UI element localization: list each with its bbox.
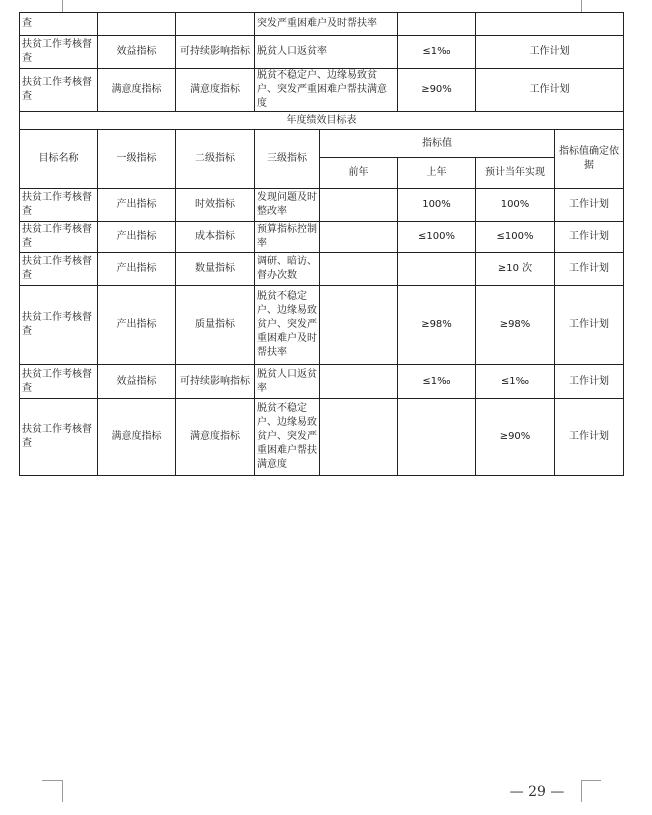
table-row <box>20 222 624 253</box>
level1-cell: 产出指标 <box>98 222 176 253</box>
header-indicator-value: 指标值 <box>320 130 555 158</box>
target-name-cell: 扶贫工作考核督查 <box>20 222 98 253</box>
last-year-cell: 100% <box>398 189 476 222</box>
prev-year-cell <box>320 189 398 222</box>
expected-cell: ≥98% <box>476 286 555 365</box>
table-row <box>20 286 624 365</box>
level3-cell: 发现问题及时整改率 <box>255 189 320 222</box>
level3-cell: 脱贫人口返贫率 <box>255 36 398 69</box>
prev-year-cell <box>320 365 398 399</box>
last-year-cell <box>398 399 476 476</box>
target-name-cell: 扶贫工作考核督查 <box>20 365 98 399</box>
prev-year-cell <box>320 253 398 286</box>
basis-cell: 工作计划 <box>555 286 624 365</box>
last-year-cell: ≥98% <box>398 286 476 365</box>
prev-year-cell <box>320 222 398 253</box>
level2-cell <box>176 13 255 36</box>
expected-cell: ≥90% <box>476 399 555 476</box>
corner-mark-top-left <box>62 0 63 12</box>
level2-cell: 时效指标 <box>176 189 255 222</box>
value-cell: ≥90% <box>398 69 476 112</box>
value-cell <box>398 13 476 36</box>
level1-cell: 满意度指标 <box>98 69 176 112</box>
header-basis: 指标值确定依据 <box>555 130 624 189</box>
table-row <box>20 189 624 222</box>
table-caption: 年度绩效目标表 <box>20 112 624 130</box>
expected-cell: ≤100% <box>476 222 555 253</box>
level2-cell: 可持续影响指标 <box>176 36 255 69</box>
target-name-cell: 扶贫工作考核督查 <box>20 189 98 222</box>
table-row <box>20 253 624 286</box>
basis-cell: 工作计划 <box>476 36 624 69</box>
level1-cell <box>98 13 176 36</box>
last-year-cell: ≤100% <box>398 222 476 253</box>
level1-cell: 产出指标 <box>98 253 176 286</box>
level1-cell: 产出指标 <box>98 286 176 365</box>
level3-cell: 脱贫不稳定户、边缘易致贫户、突发严重困难户帮扶满意度 <box>255 69 398 112</box>
corner-mark-top-right <box>581 0 582 12</box>
level3-cell: 预算指标控制率 <box>255 222 320 253</box>
corner-mark-bottom-left-v <box>62 780 63 802</box>
expected-cell: 100% <box>476 189 555 222</box>
level2-cell: 满意度指标 <box>176 399 255 476</box>
corner-mark-bottom-right-h <box>581 780 601 781</box>
header-target-name: 目标名称 <box>20 130 98 189</box>
level1-cell: 效益指标 <box>98 365 176 399</box>
header-last-year: 上年 <box>398 158 476 189</box>
level2-cell: 可持续影响指标 <box>176 365 255 399</box>
table-caption-row <box>20 112 624 130</box>
target-name-cell: 扶贫工作考核督查 <box>20 399 98 476</box>
level2-cell: 数量指标 <box>176 253 255 286</box>
performance-table <box>19 12 624 476</box>
header-expected: 预计当年实现 <box>476 158 555 189</box>
basis-cell: 工作计划 <box>476 69 624 112</box>
target-name-cell: 扶贫工作考核督查 <box>20 69 98 112</box>
prev-year-cell <box>320 286 398 365</box>
basis-cell: 工作计划 <box>555 222 624 253</box>
level3-cell: 脱贫不稳定户、边缘易致贫户、突发严重困难户帮扶满意度 <box>255 399 320 476</box>
header-level2: 二级指标 <box>176 130 255 189</box>
basis-cell: 工作计划 <box>555 365 624 399</box>
expected-cell: ≥10 次 <box>476 253 555 286</box>
target-name-cell: 扶贫工作考核督查 <box>20 36 98 69</box>
header-prev-year: 前年 <box>320 158 398 189</box>
target-name-cell: 扶贫工作考核督查 <box>20 253 98 286</box>
target-name-cell: 查 <box>20 13 98 36</box>
header-level1: 一级指标 <box>98 130 176 189</box>
prev-year-cell <box>320 399 398 476</box>
corner-mark-bottom-left-h <box>42 780 62 781</box>
last-year-cell: ≤1‰ <box>398 365 476 399</box>
expected-cell: ≤1‰ <box>476 365 555 399</box>
level1-cell: 满意度指标 <box>98 399 176 476</box>
level3-cell: 脱贫人口返贫率 <box>255 365 320 399</box>
level3-cell: 调研、暗访、督办次数 <box>255 253 320 286</box>
value-cell: ≤1‰ <box>398 36 476 69</box>
basis-cell: 工作计划 <box>555 253 624 286</box>
level1-cell: 产出指标 <box>98 189 176 222</box>
table-row <box>20 13 624 36</box>
last-year-cell <box>398 253 476 286</box>
corner-mark-bottom-right-v <box>581 780 582 802</box>
table-row <box>20 365 624 399</box>
level2-cell: 质量指标 <box>176 286 255 365</box>
table-row <box>20 399 624 476</box>
table-row <box>20 36 624 69</box>
header-row <box>20 130 624 158</box>
level3-cell: 突发严重困难户及时帮扶率 <box>255 13 398 36</box>
page-number: — 29 — <box>509 784 565 800</box>
level1-cell: 效益指标 <box>98 36 176 69</box>
basis-cell <box>476 13 624 36</box>
header-level3: 三级指标 <box>255 130 320 189</box>
target-name-cell: 扶贫工作考核督查 <box>20 286 98 365</box>
level2-cell: 成本指标 <box>176 222 255 253</box>
basis-cell: 工作计划 <box>555 189 624 222</box>
basis-cell: 工作计划 <box>555 399 624 476</box>
level2-cell: 满意度指标 <box>176 69 255 112</box>
table-row <box>20 69 624 112</box>
level3-cell: 脱贫不稳定户、边缘易致贫户、突发严重困难户及时帮扶率 <box>255 286 320 365</box>
